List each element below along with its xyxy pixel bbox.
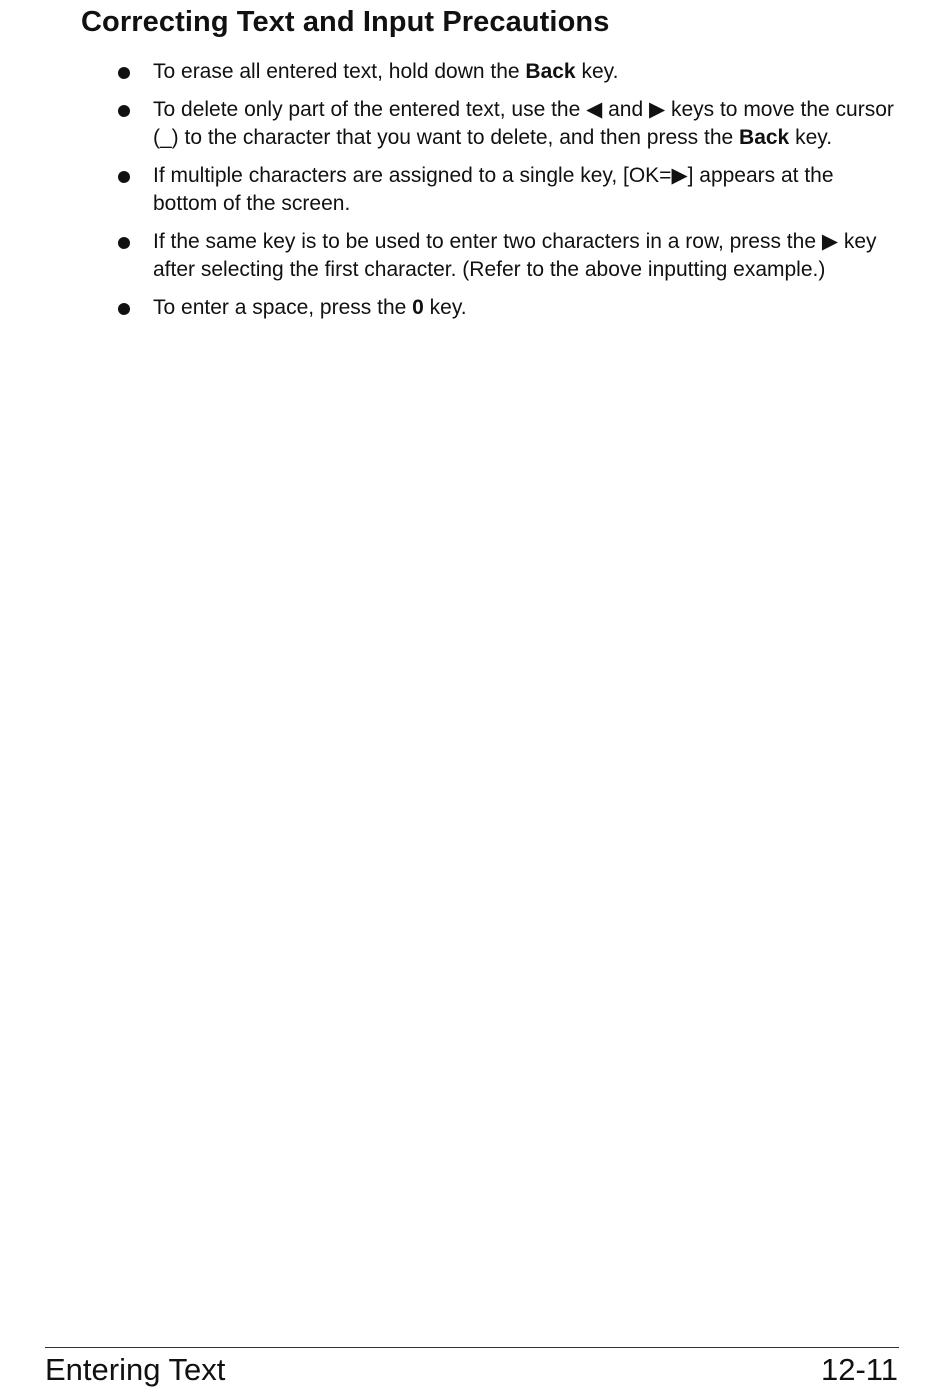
item-text: key. xyxy=(423,295,467,319)
list-item xyxy=(0,228,950,285)
footer-chapter-title: Entering Text xyxy=(45,1352,226,1387)
bullet-icon xyxy=(118,105,130,117)
list-item xyxy=(0,162,950,219)
key-name: Back xyxy=(525,60,576,83)
item-text: key. xyxy=(789,126,833,149)
footer-page-number: 12-11 xyxy=(821,1352,898,1387)
list-item xyxy=(0,294,950,323)
item-text: key. xyxy=(575,60,619,83)
item-text: If the same key is to be used to enter two characters in a row, press the ▶ key after selecting the first character. (Refer to the above inputting example.) xyxy=(153,229,877,281)
section-heading: Correcting Text and Input Precautions xyxy=(81,6,610,38)
precautions-list xyxy=(0,58,950,331)
bullet-icon xyxy=(118,303,130,315)
footer-divider xyxy=(45,1347,899,1348)
item-text: To enter a space, press the xyxy=(153,295,413,319)
bullet-icon xyxy=(118,67,130,79)
list-item xyxy=(0,96,950,153)
bullet-icon xyxy=(118,237,130,249)
item-text: To delete only part of the entered text, use the ◀ and ▶ keys to move the cursor (_) to the character that you want to delete, and then press the xyxy=(153,97,894,149)
item-text: To erase all entered text, hold down the xyxy=(153,60,526,83)
key-name: Back xyxy=(739,126,790,149)
item-text: If multiple characters are assigned to a single key, [OK=▶] appears at the bottom of the screen. xyxy=(153,163,834,215)
list-item xyxy=(0,58,950,87)
bullet-icon xyxy=(118,171,130,183)
key-name: 0 xyxy=(412,295,424,319)
